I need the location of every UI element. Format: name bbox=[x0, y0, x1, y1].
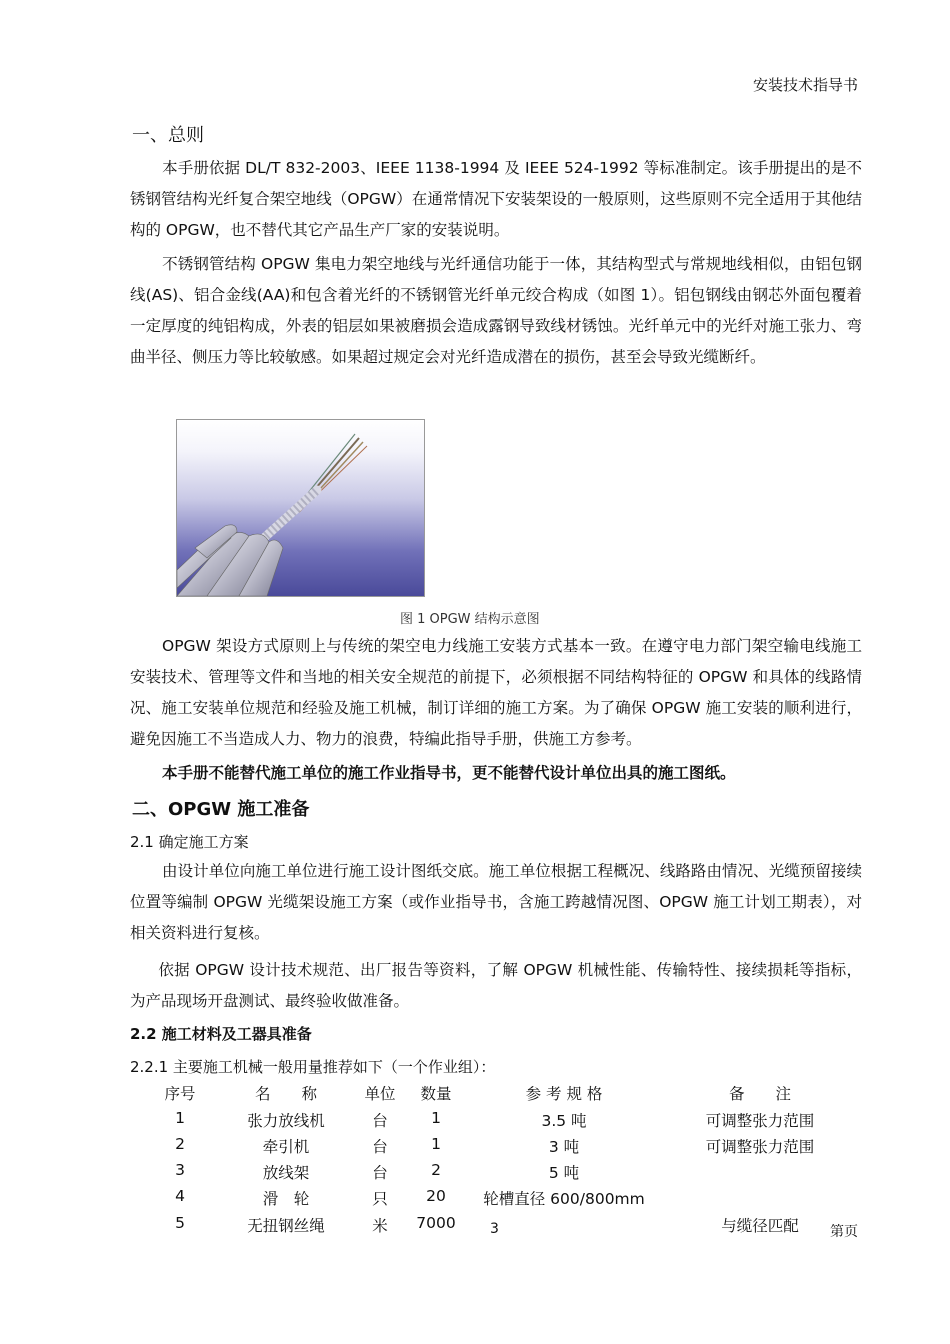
subsection-2-1-paragraph-2: 依据 OPGW 设计技术规范、出厂报告等资料，了解 OPGW 机械性能、传输特性、接续损耗等指标，为产品现场开盘测试、最终验收做准备。 bbox=[130, 961, 862, 1010]
cell-serial: 5 bbox=[175, 1214, 185, 1232]
cell-remark: 可调整张力范围 bbox=[705, 1112, 815, 1130]
cell-spec: 3.5 吨 bbox=[541, 1112, 587, 1130]
cell-quantity: 1 bbox=[431, 1109, 441, 1127]
cell-unit: 台 bbox=[372, 1138, 388, 1156]
header-name: 名 称 bbox=[254, 1085, 317, 1103]
document-header-title: 安装技术指导书 bbox=[752, 76, 858, 94]
subsection-2-1-paragraph-1: 由设计单位向施工单位进行施工设计图纸交底。施工单位根据工程概况、线路路由情况、光缆预留接续位置等编制 OPGW 光缆架设施工方案（或作业指导书，含施工跨越情况图、OPGW 施工计划工期表），对相关资料进行复核。 bbox=[130, 862, 862, 942]
cell-unit: 台 bbox=[372, 1164, 388, 1182]
page-label: 第页 bbox=[830, 1224, 858, 1240]
cell-serial: 4 bbox=[175, 1187, 185, 1205]
section-1-heading: 一、总则 bbox=[132, 125, 204, 146]
section-2-heading: 二、OPGW 施工准备 bbox=[132, 799, 310, 820]
cell-name: 无扭钢丝绳 bbox=[247, 1217, 325, 1235]
cell-unit: 只 bbox=[372, 1190, 388, 1208]
header-quantity: 数量 bbox=[420, 1085, 452, 1103]
section-1-paragraph-3: OPGW 架设方式原则上与传统的架空电力线施工安装方式基本一致。在遵守电力部门架空输电线施工安装技术、管理等文件和当地的相关安全规范的前提下，必须根据不同结构特征的 OPGW 和具体的线路情况、施工安装单位规范和经验及施工机械，制订详细的施工方案。为了确保 OPGW 施工安装的顺利进行，避免因施工不当造成人力、物力的浪费，特编此指导手册，供施工方参考。 bbox=[130, 637, 862, 748]
header-spec: 参 考 规 格 bbox=[525, 1085, 603, 1103]
cell-unit: 台 bbox=[372, 1112, 388, 1130]
opgw-structure-figure bbox=[176, 419, 425, 597]
section-1-paragraph-1: 本手册依据 DL/T 832-2003、IEEE 1138-1994 及 IEEE 524-1992 等标准制定。该手册提出的是不锈钢管结构光纤复合架空地线（OPGW）在通常情况下安装架设的一般原则，这些原则不完全适用于其他结构的 OPGW，也不替代其它产品生产厂家的安装说明。 bbox=[130, 159, 862, 239]
cell-remark: 可调整张力范围 bbox=[705, 1138, 815, 1156]
cell-serial: 2 bbox=[175, 1135, 185, 1153]
header-serial: 序号 bbox=[164, 1085, 196, 1103]
header-remark: 备 注 bbox=[728, 1085, 791, 1103]
cell-unit: 米 bbox=[372, 1217, 388, 1235]
cell-remark: 与缆径匹配 bbox=[721, 1217, 799, 1235]
cell-serial: 1 bbox=[175, 1109, 185, 1127]
opgw-cable-illustration bbox=[177, 420, 424, 596]
cell-name: 张力放线机 bbox=[247, 1112, 325, 1130]
cell-quantity: 1 bbox=[431, 1135, 441, 1153]
figure-1-caption: 图 1 OPGW 结构示意图 bbox=[400, 612, 540, 627]
cell-quantity: 7000 bbox=[416, 1214, 456, 1232]
cell-quantity: 20 bbox=[426, 1187, 446, 1205]
cell-name: 放线架 bbox=[262, 1164, 310, 1182]
header-unit: 单位 bbox=[364, 1085, 396, 1103]
section-1-bold-note: 本手册不能替代施工单位的施工作业指导书，更不能替代设计单位出具的施工图纸。 bbox=[162, 764, 736, 782]
subsection-2-2-1-title: 2.2.1 主要施工机械一般用量推荐如下（一个作业组）： bbox=[130, 1058, 496, 1076]
cell-quantity: 2 bbox=[431, 1161, 441, 1179]
section-1-paragraph-2: 不锈钢管结构 OPGW 集电力架空地线与光纤通信功能于一体，其结构型式与常规地线相似，由铝包钢线(AS)、铝合金线(AA)和包含着光纤的不锈钢管光纤单元绞合构成（如图 1）。铝包钢线由钢芯外面包覆着一定厚度的纯铝构成，外表的铝层如果被磨损会造成露钢导致线材锈蚀。光纤单元中的光纤对施工张力、弯曲半径、侧压力等比较敏感。如果超过规定会对光纤造成潜在的损伤，甚至会导致光缆断纤。 bbox=[130, 255, 862, 366]
cell-spec: 轮槽直径 600/800mm bbox=[483, 1190, 645, 1208]
subsection-2-1-title: 2.1 确定施工方案 bbox=[130, 833, 249, 851]
page-number: 3 bbox=[490, 1221, 499, 1237]
cell-spec: 3 吨 bbox=[548, 1138, 580, 1156]
cell-name: 牵引机 bbox=[262, 1138, 310, 1156]
cell-name: 滑 轮 bbox=[262, 1190, 310, 1208]
cell-serial: 3 bbox=[175, 1161, 185, 1179]
cell-spec: 5 吨 bbox=[548, 1164, 580, 1182]
subsection-2-2-title: 2.2 施工材料及工器具准备 bbox=[130, 1025, 312, 1043]
